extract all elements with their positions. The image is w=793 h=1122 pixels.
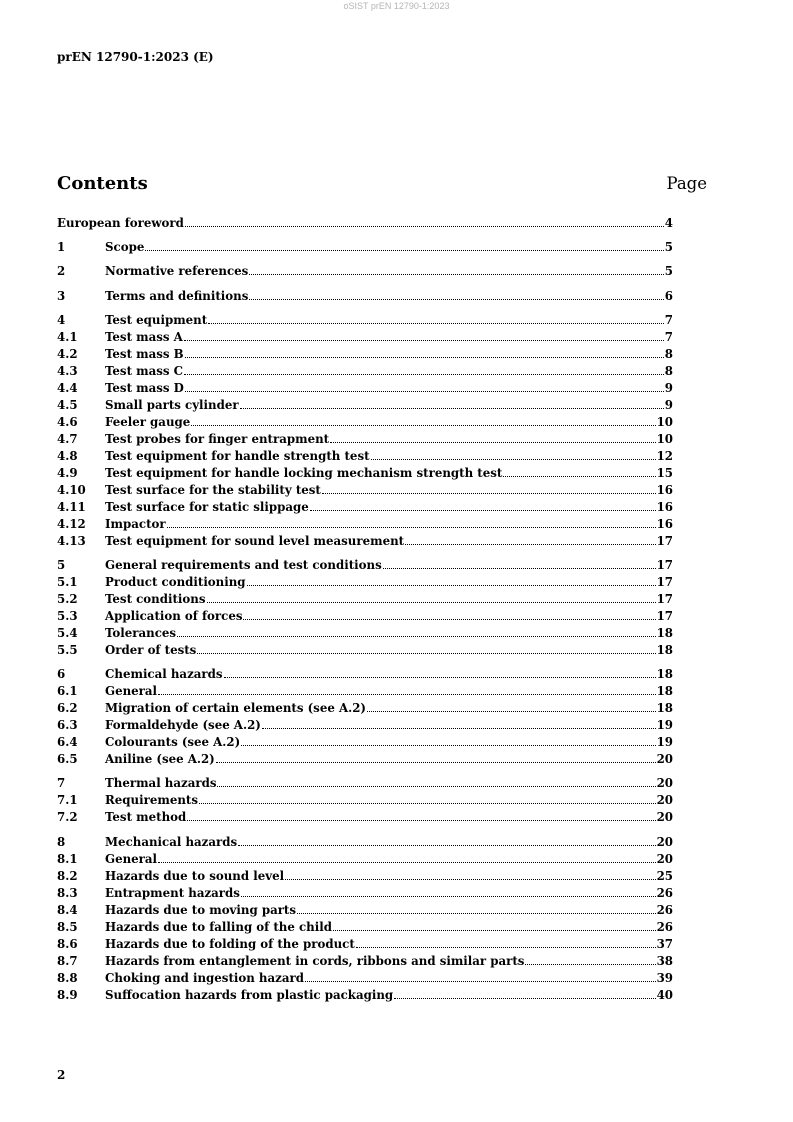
toc-entry[interactable] [57,328,673,345]
toc-entry-number: 7.2 [57,810,78,825]
toc-dot-leader [322,481,656,494]
toc-dot-leader [177,624,656,637]
toc-entry-title: Hazards due to sound level [105,868,285,883]
toc-entry-page: 18 [656,642,673,657]
table-of-contents [57,214,673,1003]
toc-entry-page: 20 [656,776,673,791]
toc-entry[interactable] [57,238,673,255]
toc-entry-number: 6.5 [57,752,78,767]
toc-entry[interactable] [57,665,673,682]
toc-entry[interactable] [57,624,673,641]
toc-entry-number: 4.10 [57,482,86,497]
toc-entry[interactable] [57,733,673,750]
toc-entry-page: 25 [656,868,673,883]
toc-entry-title: Migration of certain elements (see A.2) [105,701,366,716]
toc-entry-page: 38 [656,953,673,968]
toc-entry-page: 17 [656,608,673,623]
toc-dot-leader [224,665,656,678]
toc-entry-page: 9 [664,380,673,395]
toc-entry[interactable] [57,345,673,362]
toc-entry-title: Scope [105,240,145,255]
toc-entry-title: Chemical hazards [105,667,223,682]
toc-entry-number: 4.7 [57,431,78,446]
toc-entry-title: Mechanical hazards [105,834,238,849]
toc-dot-leader [305,969,656,982]
toc-entry[interactable] [57,498,673,515]
toc-entry-title: Requirements [105,793,198,808]
toc-entry-page: 20 [656,752,673,767]
toc-entry[interactable] [57,532,673,549]
page-column-label: Page [666,174,707,193]
watermark: oSIST prEN 12790-1:2023 [343,1,450,11]
toc-entry-title: Test probes for finger entrapment [105,431,330,446]
toc-entry-page: 7 [664,329,673,344]
toc-entry-title: Test mass D [105,380,184,395]
toc-dot-leader [525,952,655,965]
toc-dot-leader [167,515,656,528]
toc-entry-title: Feeler gauge [105,414,191,429]
toc-entry-number: 4.11 [57,499,86,514]
toc-entry-number: 8.1 [57,851,78,866]
toc-dot-leader [217,774,655,787]
toc-entry-page: 5 [664,264,673,279]
toc-dot-leader [241,884,656,897]
toc-entry-title: European foreword [57,216,184,230]
toc-entry-title: Test equipment for handle locking mechanism strength test [105,465,503,480]
toc-entry-number: 8.5 [57,919,78,934]
toc-entry-title: Terms and definitions [105,288,249,303]
toc-entry-title: General [105,851,158,866]
toc-entry[interactable] [57,986,673,1003]
toc-entry-number: 7 [57,776,66,791]
toc-dot-leader [216,750,656,763]
toc-entry-page: 15 [656,465,673,480]
toc-entry[interactable] [57,867,673,884]
toc-entry[interactable] [57,884,673,901]
toc-entry-page: 17 [656,591,673,606]
toc-dot-leader [503,464,655,477]
toc-entry[interactable] [57,287,673,304]
toc-entry[interactable] [57,362,673,379]
toc-entry-number: 4.4 [57,380,78,395]
toc-dot-leader [243,607,655,620]
toc-dot-leader [356,935,656,948]
toc-entry-page: 6 [664,288,673,303]
toc-dot-leader [383,556,656,569]
toc-entry-title: Hazards due to falling of the child [105,919,332,934]
toc-entry[interactable] [57,935,673,952]
toc-dot-leader [405,532,655,545]
toc-entry-page: 12 [656,448,673,463]
toc-entry-number: 8.4 [57,902,78,917]
toc-entry-page: 40 [656,987,673,1002]
toc-entry-number: 4.12 [57,516,86,531]
toc-dot-leader [185,379,664,392]
toc-dot-leader [184,362,664,375]
toc-entry[interactable] [57,396,673,413]
toc-entry[interactable] [57,481,673,498]
toc-entry[interactable] [57,214,673,231]
toc-entry[interactable] [57,573,673,590]
toc-entry-number: 6.1 [57,684,78,699]
toc-dot-leader [367,699,656,712]
toc-entry-page: 5 [664,240,673,255]
toc-entry[interactable] [57,791,673,808]
toc-entry-title: Entrapment hazards [105,885,240,900]
toc-dot-leader [249,262,663,275]
toc-entry-number: 1 [57,240,66,255]
toc-entry-number: 8.6 [57,936,78,951]
toc-dot-leader [184,328,664,341]
toc-entry-page: 17 [656,533,673,548]
page-number: 2 [57,1068,66,1082]
toc-entry-page: 7 [664,312,673,327]
toc-entry-page: 26 [656,919,673,934]
toc-entry-page: 26 [656,902,673,917]
toc-entry-page: 20 [656,793,673,808]
toc-entry-title: Normative references [105,264,249,279]
toc-entry-number: 6.2 [57,701,78,716]
toc-entry[interactable] [57,379,673,396]
toc-entry[interactable] [57,464,673,481]
toc-entry-page: 17 [656,574,673,589]
toc-entry[interactable] [57,808,673,825]
toc-entry[interactable] [57,641,673,658]
toc-entry-page: 16 [656,516,673,531]
toc-entry-number: 4.9 [57,465,78,480]
toc-entry-number: 2 [57,264,66,279]
toc-entry-title: Colourants (see A.2) [105,735,241,750]
toc-entry[interactable] [57,556,673,573]
toc-entry-page: 26 [656,885,673,900]
toc-entry-title: Test mass A [105,329,183,344]
toc-entry-title: Small parts cylinder [105,397,239,412]
toc-entry-page: 19 [656,718,673,733]
toc-entry-title: Hazards from entanglement in cords, ribbons and similar parts [105,953,525,968]
toc-entry-title: Test conditions [105,591,206,606]
toc-dot-leader [241,733,655,746]
toc-dot-leader [191,413,655,426]
toc-entry-title: Hazards due to moving parts [105,902,297,917]
toc-entry-page: 8 [664,363,673,378]
toc-entry-page: 9 [664,397,673,412]
toc-entry-number: 5.2 [57,591,78,606]
toc-entry-title: General requirements and test conditions [105,557,382,572]
toc-entry-number: 4.2 [57,346,78,361]
toc-dot-leader [240,396,664,409]
toc-entry-number: 8 [57,834,66,849]
toc-entry-title: Thermal hazards [105,776,217,791]
toc-entry[interactable] [57,952,673,969]
toc-dot-leader [285,867,656,880]
toc-dot-leader [158,682,656,695]
toc-entry[interactable] [57,413,673,430]
toc-dot-leader [249,287,663,300]
toc-entry-title: Application of forces [105,608,243,623]
toc-entry-number: 8.2 [57,868,78,883]
toc-dot-leader [158,850,656,863]
toc-entry[interactable] [57,311,673,328]
toc-dot-leader [185,345,664,358]
toc-entry[interactable] [57,774,673,791]
toc-dot-leader [330,430,655,443]
toc-entry-page: 18 [656,625,673,640]
toc-dot-leader [185,214,664,227]
toc-dot-leader [238,833,655,846]
toc-entry[interactable] [57,515,673,532]
toc-entry-page: 16 [656,482,673,497]
toc-entry[interactable] [57,716,673,733]
toc-entry-number: 8.3 [57,885,78,900]
toc-entry-title: Product conditioning [105,574,246,589]
toc-entry-number: 5.3 [57,608,78,623]
toc-entry-number: 3 [57,288,66,303]
toc-entry[interactable] [57,918,673,935]
toc-entry[interactable] [57,969,673,986]
toc-entry-number: 6 [57,667,66,682]
toc-dot-leader [199,791,656,804]
toc-entry-page: 17 [656,557,673,572]
toc-entry[interactable] [57,447,673,464]
toc-entry-number: 5.1 [57,574,78,589]
toc-entry-number: 4 [57,312,66,327]
toc-entry-page: 20 [656,834,673,849]
toc-entry[interactable] [57,699,673,716]
toc-entry-number: 8.9 [57,987,78,1002]
toc-entry-title: Test surface for static slippage [105,499,309,514]
toc-entry-title: Formaldehyde (see A.2) [105,718,261,733]
toc-entry-number: 6.3 [57,718,78,733]
toc-entry-page: 4 [664,216,673,230]
toc-entry[interactable] [57,607,673,624]
toc-entry[interactable] [57,850,673,867]
toc-entry-number: 6.4 [57,735,78,750]
toc-dot-leader [207,590,656,603]
toc-entry-number: 4.6 [57,414,78,429]
toc-entry-page: 37 [656,936,673,951]
toc-entry-title: Test equipment [105,312,208,327]
toc-entry-title: Test equipment for sound level measurement [105,533,405,548]
toc-entry-title: Suffocation hazards from plastic packaging [105,987,394,1002]
toc-entry[interactable] [57,833,673,850]
toc-entry-page: 19 [656,735,673,750]
toc-entry-number: 5.5 [57,642,78,657]
toc-entry-page: 18 [656,684,673,699]
toc-entry-number: 5 [57,557,66,572]
toc-entry-title: Test surface for the stability test [105,482,321,497]
toc-entry[interactable] [57,901,673,918]
toc-dot-leader [145,238,663,251]
toc-entry-page: 18 [656,667,673,682]
toc-entry-page: 10 [656,431,673,446]
toc-entry-title: Test method [105,810,187,825]
toc-entry-title: Test mass B [105,346,184,361]
toc-entry-number: 8.8 [57,970,78,985]
toc-entry[interactable] [57,750,673,767]
toc-entry-title: Impactor [105,516,166,531]
toc-entry-number: 4.8 [57,448,78,463]
toc-entry-page: 18 [656,701,673,716]
document-id: prEN 12790-1:2023 (E) [57,50,214,64]
contents-title: Contents [57,173,148,194]
toc-entry-page: 39 [656,970,673,985]
toc-dot-leader [394,986,655,999]
toc-entry-page: 8 [664,346,673,361]
toc-entry-title: Test mass C [105,363,184,378]
toc-dot-leader [208,311,664,324]
toc-dot-leader [262,716,656,729]
toc-entry-page: 16 [656,499,673,514]
toc-entry-title: Aniline (see A.2) [105,752,215,767]
toc-dot-leader [247,573,656,586]
toc-entry-page: 10 [656,414,673,429]
toc-entry[interactable] [57,682,673,699]
toc-entry-title: Choking and ingestion hazard [105,970,304,985]
toc-dot-leader [187,808,655,821]
toc-entry-title: Test equipment for handle strength test [105,448,370,463]
toc-entry-number: 7.1 [57,793,78,808]
toc-entry-number: 5.4 [57,625,78,640]
toc-dot-leader [310,498,656,511]
toc-entry[interactable] [57,430,673,447]
toc-dot-leader [297,901,656,914]
toc-entry-title: Hazards due to folding of the product [105,936,355,951]
toc-entry-number: 8.7 [57,953,78,968]
toc-entry-title: Tolerances [105,625,177,640]
toc-entry-page: 20 [656,810,673,825]
toc-entry[interactable] [57,262,673,279]
toc-entry-number: 4.1 [57,329,78,344]
toc-dot-leader [371,447,656,460]
toc-dot-leader [197,641,655,654]
toc-dot-leader [333,918,656,931]
toc-entry-number: 4.3 [57,363,78,378]
toc-entry-page: 20 [656,851,673,866]
toc-entry-title: Order of tests [105,642,197,657]
toc-entry-number: 4.13 [57,533,86,548]
toc-entry-title: General [105,684,158,699]
toc-entry[interactable] [57,590,673,607]
contents-header [57,172,707,196]
toc-entry-number: 4.5 [57,397,78,412]
